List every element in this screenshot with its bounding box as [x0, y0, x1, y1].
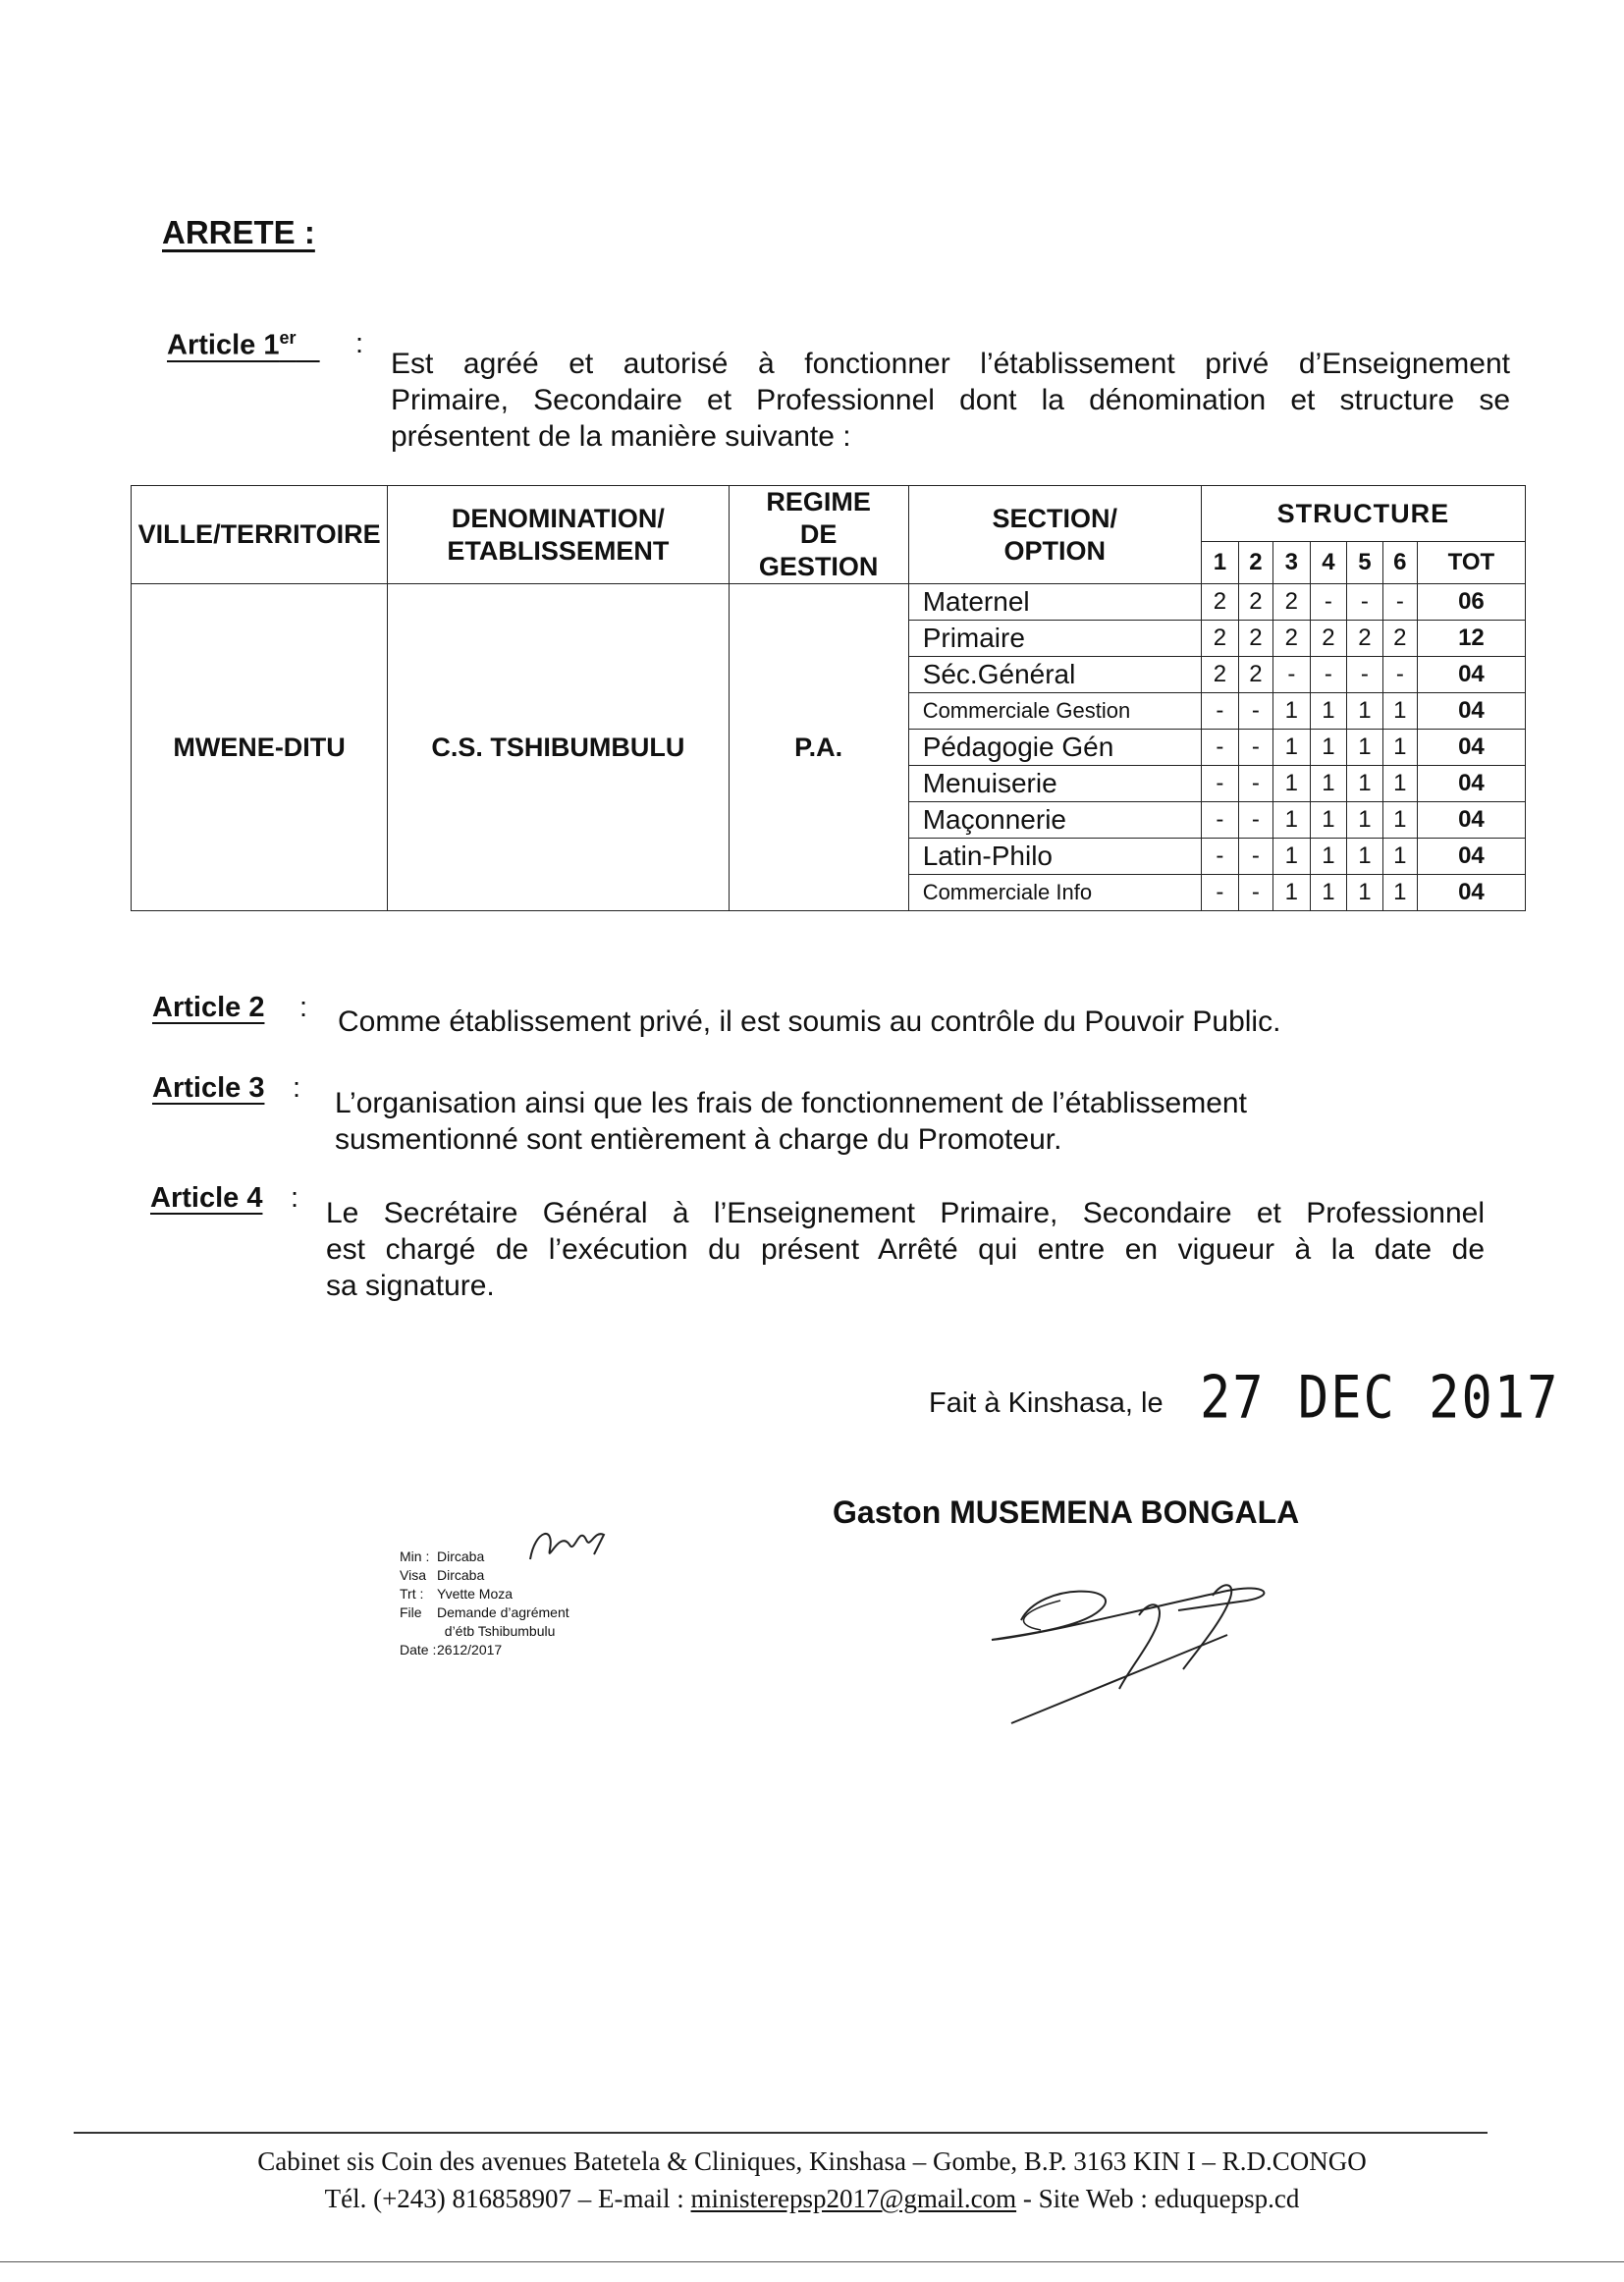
cell-value: 1: [1346, 802, 1382, 839]
article-1-line: Primaire, Secondaire et Professionnel dont la dénomination et structure se: [391, 384, 1510, 416]
header-col-2: 2: [1238, 542, 1272, 584]
cell-value: -: [1201, 730, 1238, 766]
cell-value: 1: [1272, 839, 1310, 875]
article-3-label: Article 3: [152, 1072, 265, 1104]
cell-value: 2: [1238, 657, 1272, 693]
header-ville: VILLE/TERRITOIRE: [132, 486, 388, 584]
cell-value: 1: [1310, 766, 1346, 802]
cell-value: 2: [1272, 584, 1310, 621]
cell-section: Commerciale Info: [908, 875, 1201, 911]
signature-image: [982, 1542, 1355, 1738]
cell-ville: MWENE-DITU: [132, 584, 388, 911]
header-regime-line: GESTION: [758, 552, 879, 581]
article-3-colon: :: [293, 1072, 301, 1104]
article-1-colon: :: [355, 328, 364, 359]
header-structure: STRUCTURE: [1201, 486, 1525, 542]
article-4-line: sa signature.: [326, 1270, 495, 1302]
header-regime: [729, 486, 908, 584]
cell-value: -: [1346, 584, 1382, 621]
cell-value: 2: [1201, 657, 1238, 693]
cell-total: 04: [1417, 693, 1525, 730]
article-4-colon: :: [291, 1182, 299, 1214]
cell-value: -: [1238, 766, 1272, 802]
cell-value: 2: [1346, 621, 1382, 657]
cell-value: 2: [1238, 584, 1272, 621]
structure-table: [131, 485, 1526, 911]
cell-section: Commerciale Gestion: [908, 693, 1201, 730]
cell-value: -: [1310, 584, 1346, 621]
ref-min-key: Min :: [400, 1548, 430, 1564]
cell-value: -: [1238, 802, 1272, 839]
cell-section: Maternel: [908, 584, 1201, 621]
cell-value: -: [1201, 875, 1238, 911]
ref-file-value-2: d’étb Tshibumbulu: [444, 1623, 556, 1639]
cell-value: -: [1201, 839, 1238, 875]
article-2-line: Comme établissement privé, il est soumis au contrôle du Pouvoir Public.: [338, 1005, 1281, 1038]
ref-min-value: Dircaba: [437, 1548, 485, 1564]
header-col-1: 1: [1201, 542, 1238, 584]
cell-value: 1: [1382, 802, 1417, 839]
cell-value: 1: [1272, 730, 1310, 766]
cell-section: Pédagogie Gén: [908, 730, 1201, 766]
cell-value: 1: [1382, 766, 1417, 802]
cell-value: -: [1201, 802, 1238, 839]
article-3-line: L’organisation ainsi que les frais de fonctionnement de l’établissement: [335, 1087, 1247, 1119]
cell-value: 1: [1272, 693, 1310, 730]
article-1-line: présentent de la manière suivante :: [391, 420, 851, 453]
cell-section: Latin-Philo: [908, 839, 1201, 875]
header-col-5: 5: [1346, 542, 1382, 584]
header-denomination: [388, 486, 730, 584]
cell-section: Menuiserie: [908, 766, 1201, 802]
cell-value: -: [1346, 657, 1382, 693]
cell-value: 2: [1310, 621, 1346, 657]
cell-value: 1: [1310, 693, 1346, 730]
cell-value: 2: [1382, 621, 1417, 657]
ref-file-key: File: [400, 1604, 422, 1620]
cell-total: 04: [1417, 802, 1525, 839]
article-1-line: Est agréé et autorisé à fonctionner l’établissement privé d’Enseignement: [391, 348, 1510, 380]
header-section: [908, 486, 1201, 584]
cell-section: Primaire: [908, 621, 1201, 657]
header-section-line: OPTION: [1003, 535, 1107, 566]
article-4-label: Article 4: [150, 1182, 263, 1214]
cell-value: 2: [1201, 584, 1238, 621]
header-regime-line: REGIME: [766, 487, 871, 516]
cell-value: -: [1238, 839, 1272, 875]
table-row: [132, 584, 1526, 621]
article-4-text: [326, 1195, 1485, 1304]
ref-date-key: Date :: [400, 1642, 437, 1657]
cell-value: 1: [1272, 766, 1310, 802]
header-tot: TOT: [1417, 542, 1525, 584]
cell-total: 06: [1417, 584, 1525, 621]
cell-value: 1: [1272, 802, 1310, 839]
cell-value: -: [1382, 584, 1417, 621]
bottom-rule: [0, 2261, 1624, 2262]
ref-trt-key: Trt :: [400, 1586, 424, 1602]
article-1-label: [167, 328, 320, 362]
cell-value: 2: [1272, 621, 1310, 657]
article-4-line: est chargé de l’exécution du présent Arrêté qui entre en vigueur à la date de: [326, 1233, 1485, 1266]
place-label: Fait à Kinshasa, le: [929, 1387, 1164, 1419]
cell-value: -: [1201, 766, 1238, 802]
cell-value: 2: [1238, 621, 1272, 657]
cell-value: -: [1310, 657, 1346, 693]
cell-value: 1: [1382, 839, 1417, 875]
cell-value: 1: [1346, 839, 1382, 875]
footer-divider: [74, 2132, 1488, 2134]
footer-email[interactable]: ministerepsp2017@gmail.com: [690, 2184, 1017, 2213]
ref-visa-key: Visa: [400, 1567, 426, 1583]
header-denomination-line: DENOMINATION/: [451, 503, 665, 533]
cell-section: Maçonnerie: [908, 802, 1201, 839]
cell-total: 04: [1417, 657, 1525, 693]
cell-value: 1: [1310, 802, 1346, 839]
ref-file-value: Demande d’agrément: [437, 1604, 569, 1620]
header-denomination-line: ETABLISSEMENT: [447, 535, 670, 566]
article-2-text: [338, 1004, 1516, 1040]
cell-value: 1: [1310, 839, 1346, 875]
ref-trt-value: Yvette Moza: [437, 1586, 514, 1602]
article-2-colon: :: [299, 992, 308, 1023]
cell-value: 1: [1272, 875, 1310, 911]
header-regime-line: DE: [799, 519, 838, 549]
cell-value: 1: [1382, 875, 1417, 911]
date-stamp: 27 DEC 2017: [1200, 1364, 1560, 1433]
cell-value: -: [1238, 730, 1272, 766]
ref-visa-value: Dircaba: [437, 1567, 485, 1583]
cell-etablissement: C.S. TSHIBUMBULU: [388, 584, 730, 911]
article-3-text: [335, 1085, 1513, 1158]
footer-phone: Tél. (+243) 816858907 – E-mail :: [324, 2184, 691, 2213]
cell-section: Séc.Général: [908, 657, 1201, 693]
cell-value: 1: [1346, 730, 1382, 766]
article-1-sup: er: [279, 328, 297, 348]
cell-value: 1: [1346, 766, 1382, 802]
cell-value: 1: [1382, 730, 1417, 766]
cell-total: 12: [1417, 621, 1525, 657]
cell-value: 1: [1310, 875, 1346, 911]
reference-block: [400, 1548, 569, 1659]
cell-value: 2: [1201, 621, 1238, 657]
cell-value: 1: [1382, 693, 1417, 730]
article-1-label-text: Article 1: [167, 329, 280, 361]
footer-address: Cabinet sis Coin des avenues Batetela & Cliniques, Kinshasa – Gombe, B.P. 3163 KIN I – R.D.CONGO: [257, 2146, 1367, 2176]
cell-regime: P.A.: [729, 584, 908, 911]
article-2-label: Article 2: [152, 992, 265, 1023]
cell-value: 1: [1346, 693, 1382, 730]
cell-value: -: [1238, 693, 1272, 730]
header-section-line: SECTION/: [992, 503, 1118, 533]
cell-value: -: [1382, 657, 1417, 693]
document-heading: ARRETE :: [162, 214, 315, 250]
cell-value: -: [1201, 693, 1238, 730]
cell-total: 04: [1417, 875, 1525, 911]
ref-date-value: 2612/2017: [437, 1642, 503, 1657]
header-col-4: 4: [1310, 542, 1346, 584]
cell-value: -: [1272, 657, 1310, 693]
cell-total: 04: [1417, 730, 1525, 766]
header-col-3: 3: [1272, 542, 1310, 584]
signer-name: Gaston MUSEMENA BONGALA: [833, 1494, 1300, 1530]
footer-contact: [98, 2184, 1526, 2214]
cell-value: 1: [1346, 875, 1382, 911]
cell-value: 1: [1310, 730, 1346, 766]
cell-total: 04: [1417, 766, 1525, 802]
article-3-line: susmentionné sont entièrement à charge du Promoteur.: [335, 1123, 1062, 1156]
cell-value: -: [1238, 875, 1272, 911]
header-col-6: 6: [1382, 542, 1417, 584]
cell-total: 04: [1417, 839, 1525, 875]
footer-website: - Site Web : eduquepsp.cd: [1016, 2184, 1300, 2213]
article-1-text: [391, 346, 1510, 455]
article-4-line: Le Secrétaire Général à l’Enseignement Primaire, Secondaire et Professionnel: [326, 1197, 1485, 1229]
